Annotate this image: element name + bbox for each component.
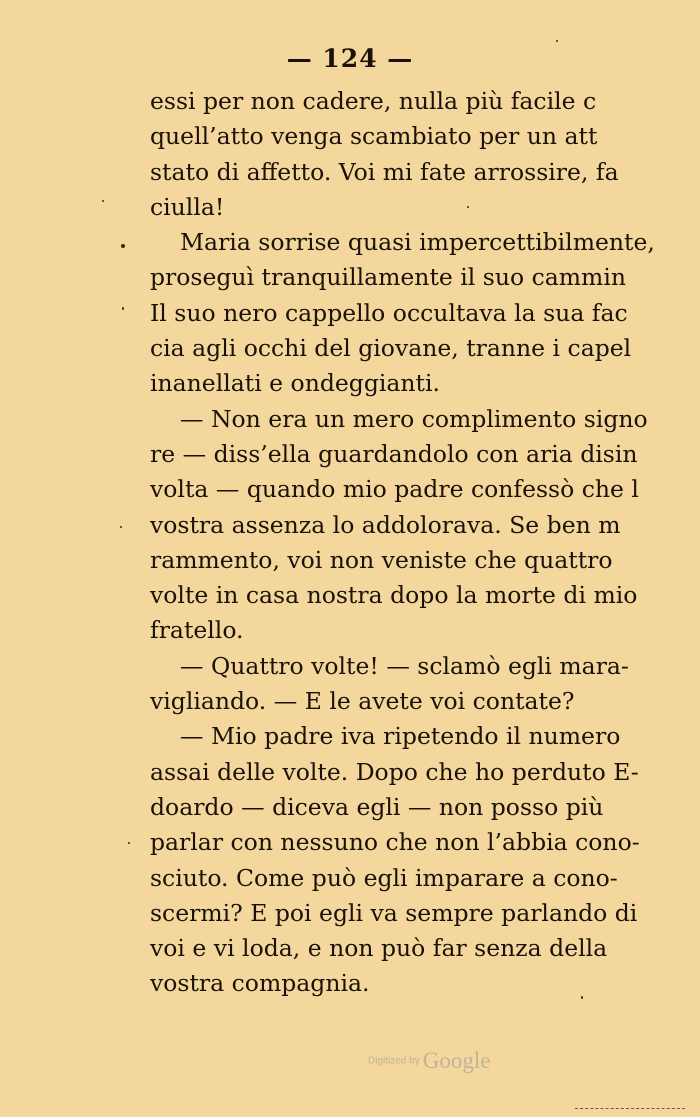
paragraph	[150, 225, 680, 401]
text-line: sciuto. Come può egli imparare a cono-	[150, 863, 618, 892]
ink-speck	[467, 206, 469, 208]
paragraph	[150, 649, 680, 720]
body-text	[150, 84, 680, 1002]
text-line: fratello.	[150, 616, 244, 645]
text-line: volta — quando mio padre confessò che l	[150, 475, 639, 504]
text-line: stato di affetto. Voi mi fate arrossire, fa	[150, 157, 619, 186]
google-logo: Google	[422, 1048, 491, 1073]
text-line: voi e vi loda, e non può far senza della	[150, 934, 608, 963]
text-line: Maria sorrise quasi impercettibilmente,	[180, 228, 655, 257]
page-number: — 124 —	[286, 44, 414, 73]
text-line: proseguì tranquillamente il suo cammin	[150, 263, 626, 292]
ink-speck	[128, 842, 130, 844]
bottom-rule	[575, 1108, 685, 1110]
text-line: vostra assenza lo addolorava. Se ben m	[150, 510, 621, 539]
text-line: — Quattro volte! — sclamò egli mara-	[180, 651, 629, 680]
paragraph	[150, 402, 680, 649]
text-line: quell’atto venga scambiato per un att	[150, 122, 598, 151]
text-line: re — diss’ella guardandolo con aria disin	[150, 439, 638, 468]
text-line: scermi? E poi egli va sempre parlando di	[150, 898, 638, 927]
text-line: essi per non cadere, nulla più facile c	[150, 87, 597, 115]
paragraph	[150, 84, 680, 225]
text-line: — Non era un mero complimento signo	[180, 404, 648, 433]
ink-speck	[121, 244, 125, 248]
text-line: vigliando. — E le avete voi contate?	[150, 687, 575, 716]
ink-speck	[581, 996, 583, 999]
text-line: volte in casa nostra dopo la morte di mio	[150, 581, 638, 610]
text-line: — Mio padre iva ripetendo il numero	[180, 722, 621, 751]
text-line: rammento, voi non veniste che quattro	[150, 545, 613, 574]
text-line: vostra compagnia.	[150, 969, 370, 998]
ink-speck	[102, 200, 104, 202]
digitized-watermark	[368, 1048, 490, 1074]
text-line: parlar con nessuno che non l’abbia cono-	[150, 828, 640, 857]
text-line: Il suo nero cappello occultava la sua fac	[150, 298, 628, 327]
ink-speck	[120, 526, 122, 528]
paragraph	[150, 719, 680, 1001]
text-line: assai delle volte. Dopo che ho perduto E-	[150, 757, 639, 786]
digitized-prefix: Digitized by	[368, 1055, 420, 1067]
text-line: cia agli occhi del giovane, tranne i capel	[150, 334, 632, 363]
ink-speck	[556, 40, 558, 42]
text-line: ciulla!	[150, 192, 225, 221]
ink-speck	[122, 307, 124, 310]
text-line: doardo — diceva egli — non posso più	[150, 792, 604, 821]
text-line: inanellati e ondeggianti.	[150, 369, 440, 398]
